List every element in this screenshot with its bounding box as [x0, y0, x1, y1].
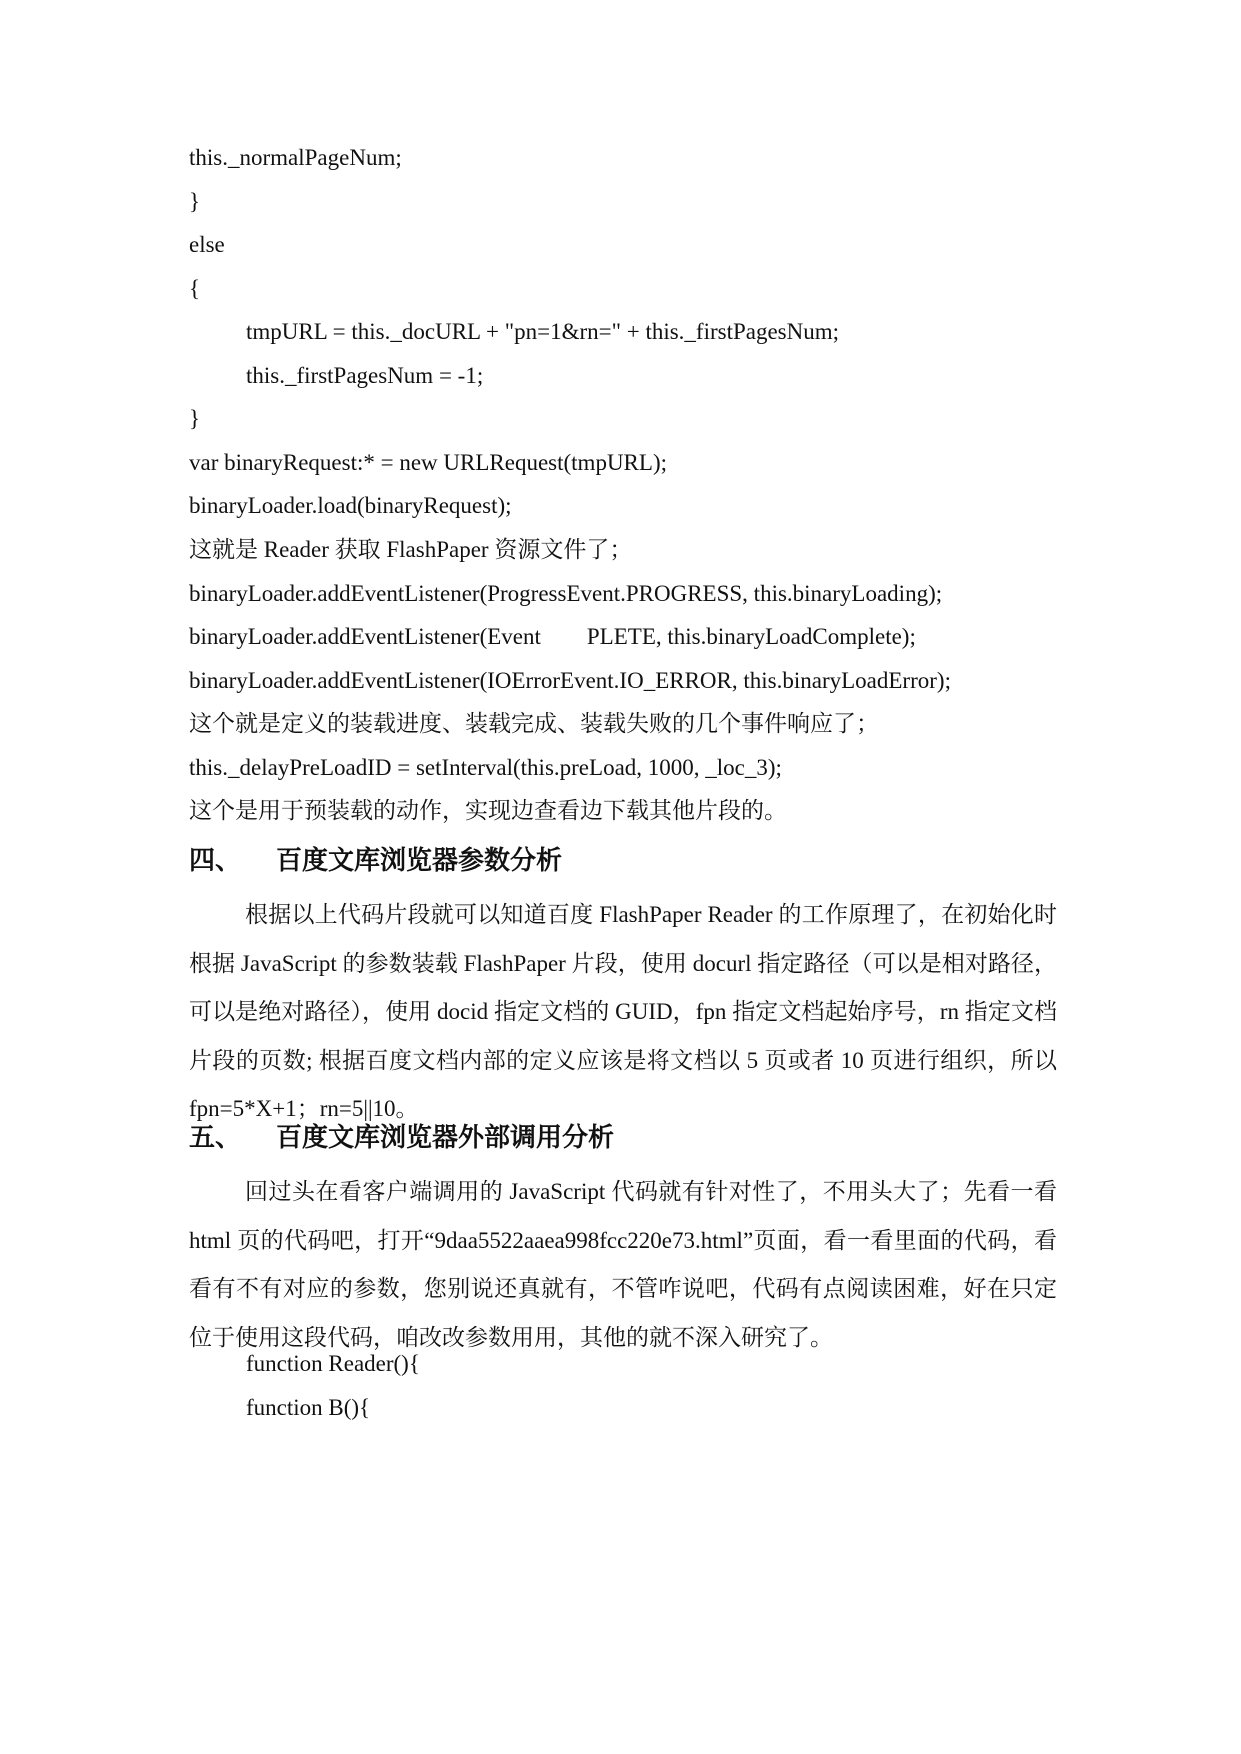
- code-line: this._normalPageNum;: [189, 145, 402, 170]
- code-line: this._delayPreLoadID = setInterval(this.preLoad, 1000, _loc_3);: [189, 755, 782, 780]
- section-title: 百度文库浏览器参数分析: [276, 846, 563, 876]
- code-line: function Reader(){: [246, 1351, 420, 1376]
- body-paragraph: 回过头在看客户端调用的 JavaScript 代码就有针对性了，不用头大了；先看一看 html 页的代码吧，打开“9daa5522aaea998fcc220e73.html”页面，看一看里面的代码，看看有不有对应的参数，您别说还真就有，不管咋说吧，代码有点阅读困难，好在只定位于使用这段代码，咱改改参数用用，其他的就不深入研究了。: [189, 1179, 1057, 1350]
- code-line: }: [189, 189, 201, 214]
- code-line: binaryLoader.addEventListener(Event PLETE, this.binaryLoadComplete);: [189, 624, 916, 649]
- section-heading: [189, 1121, 614, 1155]
- code-line: tmpURL = this._docURL + "pn=1&rn=" + this._firstPagesNum;: [246, 319, 840, 344]
- code-line: else: [189, 232, 225, 257]
- code-line: }: [189, 406, 201, 431]
- body-paragraph: 根据以上代码片段就可以知道百度 FlashPaper Reader 的工作原理了，在初始化时根据 JavaScript 的参数装载 FlashPaper 片段，使用 docurl 指定路径（可以是相对路径，可以是绝对路径），使用 docid 指定文档的 GUID，fpn 指定文档起始序号，rn 指定文档片段的页数; 根据百度文档内部的定义应该是将文档以 5 页或者 10 页进行组织，所以 fpn=5*X+1；rn=5||10。: [189, 902, 1057, 1121]
- code-line: binaryLoader.load(binaryRequest);: [189, 493, 512, 518]
- section-title: 百度文库浏览器外部调用分析: [276, 1123, 615, 1153]
- note-text: 这就是 Reader 获取 FlashPaper 资源文件了；: [189, 537, 633, 562]
- note-text: 这个是用于预装载的动作，实现边查看边下载其他片段的。: [189, 798, 787, 823]
- section-number: 四、: [189, 846, 242, 876]
- code-line: binaryLoader.addEventListener(ProgressEvent.PROGRESS, this.binaryLoading);: [189, 581, 943, 606]
- note-text: 这个就是定义的装载进度、装载完成、装载失败的几个事件响应了；: [189, 711, 879, 736]
- code-line: var binaryRequest:* = new URLRequest(tmpURL);: [189, 450, 667, 475]
- section-number: 五、: [189, 1123, 242, 1153]
- code-line: function B(){: [246, 1395, 371, 1420]
- code-line: this._firstPagesNum = -1;: [246, 363, 484, 388]
- section-heading: [189, 844, 562, 878]
- code-line: {: [189, 276, 201, 301]
- code-line: binaryLoader.addEventListener(IOErrorEvent.IO_ERROR, this.binaryLoadError);: [189, 668, 951, 693]
